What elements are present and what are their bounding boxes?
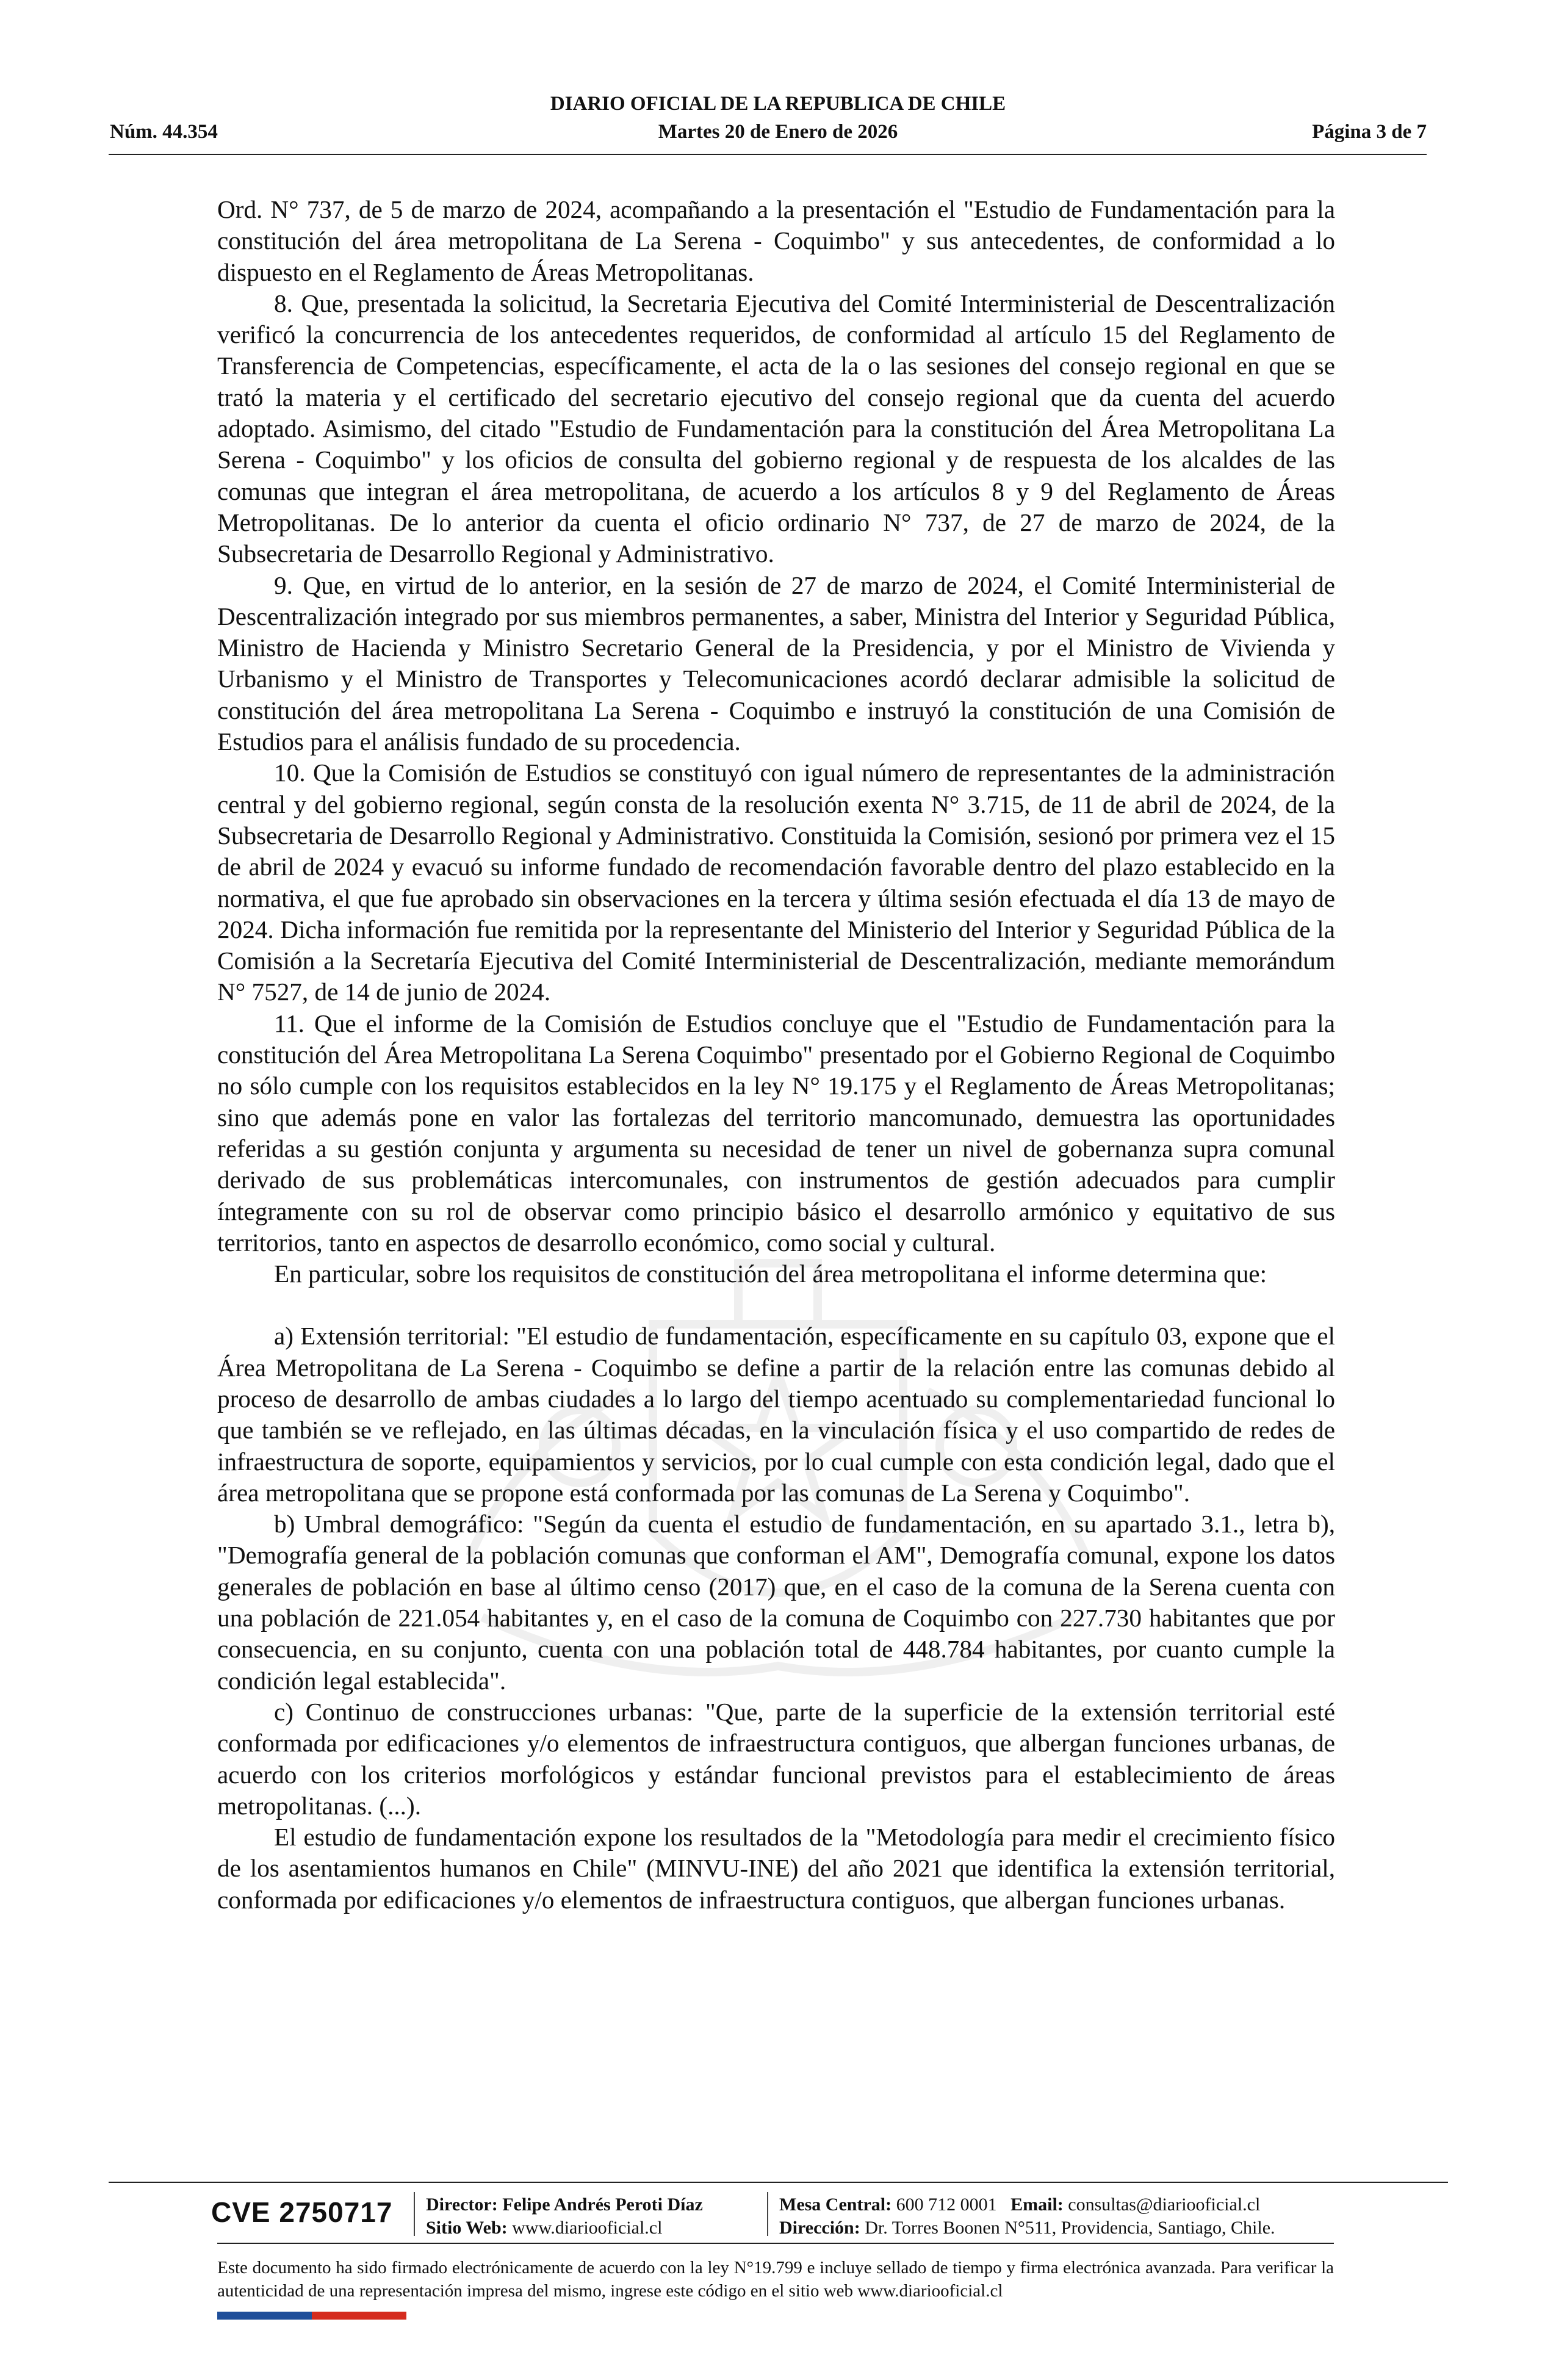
flag-color-bar (217, 2312, 406, 2320)
director-label: Director: (426, 2194, 498, 2215)
website-label: Sitio Web: (426, 2218, 508, 2238)
issue-number: Núm. 44.354 (110, 121, 218, 143)
paragraph-b-umbral-demografico: b) Umbral demográfico: "Según da cuenta el estudio de fundamentación, en su apartado 3.1., letra b), "Demografía general de la población comunas que conforman el AM", Demografía comunal, expone los datos generales de población en base al último censo (2017) que, en el caso de la comuna de la Serena cuenta con una población de 221.054 habitantes y, en el caso de la comuna de Coquimbo con 227.730 habitantes que por consecuencia, en su conjunto, cuenta con una población total de 448.784 habitantes, por cuanto cumple la condición legal establecida". (217, 1510, 1335, 1695)
page-indicator: Página 3 de 7 (1312, 121, 1427, 143)
footer-divider-2 (217, 2243, 1334, 2244)
newspaper-title: DIARIO OFICIAL DE LA REPUBLICA DE CHILE (550, 93, 1006, 115)
paragraph-a-extension-territorial: a) Extensión territorial: "El estudio de fundamentación, específicamente en su capítulo 03, expone que el Área Metropolitana de La Serena - Coquimbo se define a partir de la relación entre las comunas debido al proceso de desarrollo de ambas ciudades a lo largo del tiempo acentuado su complementariedad funcional lo que también se ve reflejado, en las últimas décadas, en la vinculación física y el uso compartido de redes de infraestructura de soporte, equipamientos y servicios, por lo cual cumple con esta condición legal, dado que el área metropolitana que se propone está conformada por las comunas de La Serena y Coquimbo". (217, 1322, 1335, 1507)
paragraph-8: 8. Que, presentada la solicitud, la Secretaria Ejecutiva del Comité Interministerial de Descentralización verificó la concurrencia de los antecedentes requeridos, de conformidad al artículo 15 del Reglamento de Transferencia de Competencias, específicamente, el acta de la o las sesiones del consejo regional en que se trató la materia y el certificado del secretario ejecutivo del consejo regional que da cuenta del acuerdo adoptado. Asimismo, del citado "Estudio de Fundamentación para la constitución del Área Metropolitana La Serena - Coquimbo" y los oficios de consulta del gobierno regional y de respuesta de los alcaldes de las comunas que integran el área metropolitana, de acuerdo a los artículos 8 y 9 del Reglamento de Áreas Metropolitanas. De lo anterior da cuenta el oficio ordinario N° 737, de 27 de marzo de 2024, de la Subsecretaria de Desarrollo Regional y Administrativo. (217, 289, 1335, 568)
paragraph-c-continuo-construcciones: c) Continuo de construcciones urbanas: "Que, parte de la superficie de la extensión territorial esté conformada por edificaciones y/o elementos de infraestructura contiguos, que albergan funciones urbanas, de acuerdo con los criterios morfológicos y estándar funcional previstos para el establecimiento de áreas metropolitanas. (...). (217, 1697, 1335, 1820)
cve-code: CVE 2750717 (211, 2196, 393, 2228)
paragraph-10: 10. Que la Comisión de Estudios se constituyó con igual número de representantes de la administración central y del gobierno regional, según consta de la resolución exenta N° 3.715, de 11 de abril de 2024, de la Subsecretaria de Desarrollo Regional y Administrativo. Constituida la Comisión, sesionó por primera vez el 15 de abril de 2024 y evacuó su informe fundado de recomendación favorable dentro del plazo establecido en la normativa, el que fue aprobado sin observaciones en la tercera y última sesión efectuada el día 13 de mayo de 2024. Dicha información fue remitida por la representante del Ministerio del Interior y Seguridad Pública de la Comisión a la Secretaría Ejecutiva del Comité Interministerial de Descentralización, mediante memorándum N° 7527, de 14 de junio de 2024. (217, 759, 1335, 1006)
footer-director-block (426, 2193, 703, 2240)
signature-notice: Este documento ha sido firmado electrónicamente de acuerdo con la ley N°19.799 e incluye sellado de tiempo y firma electrónica avanzada. Para verificar la autenticidad de una representación impresa del mismo, ingrese este código en el sitio web www.diariooficial.cl (217, 2258, 1334, 2301)
website-link[interactable]: www.diariooficial.cl (512, 2218, 663, 2238)
address-label: Dirección: (779, 2218, 860, 2238)
footer-divider (109, 2182, 1448, 2183)
email-link[interactable]: consultas@diariooficial.cl (1068, 2194, 1261, 2215)
footer-separator (767, 2192, 768, 2236)
flag-bar-blue (217, 2312, 312, 2320)
footer-contact-block (779, 2193, 1275, 2240)
email-label: Email: (1010, 2194, 1064, 2215)
blank-line (217, 1289, 1335, 1321)
phone-label: Mesa Central: (779, 2194, 892, 2215)
paragraph-metodologia: El estudio de fundamentación expone los resultados de la "Metodología para medir el crecimiento físico de los asentamientos humanos en Chile" (MINVU-INE) del año 2021 que identifica la extensión territorial, conformada por edificaciones y/o elementos de infraestructura contiguos, que albergan funciones urbanas. (217, 1823, 1335, 1914)
paragraph-9: 9. Que, en virtud de lo anterior, en la sesión de 27 de marzo de 2024, el Comité Interministerial de Descentralización integrado por sus miembros permanentes, a saber, Ministra del Interior y Seguridad Pública, Ministro de Hacienda y Ministro Secretario General de la Presidencia, y por el Ministro de Vivienda y Urbanismo y el Ministro de Transportes y Telecomunicaciones acordó declarar admisible la solicitud de constitución del área metropolitana La Serena - Coquimbo e instruyó la constitución de una Comisión de Estudios para el análisis fundado de su procedencia. (217, 571, 1335, 756)
paragraph-11: 11. Que el informe de la Comisión de Estudios concluye que el "Estudio de Fundamentación para la constitución del Área Metropolitana La Serena Coquimbo" presentado por el Gobierno Regional de Coquimbo no sólo cumple con los requisitos establecidos en la ley N° 19.175 y el Reglamento de Áreas Metropolitanas; sino que además pone en valor las fortalezas del territorio mancomunado, demuestra las oportunidades referidas a su gestión conjunta y argumenta su necesidad de tener un nivel de gobernanza supra comunal derivado de sus problemáticas intercomunales, con instrumentos de gestión adecuados para cumplir íntegramente con su rol de observar como principio básico el desarrollo armónico y equitativo de sus territorios, tanto en aspectos de desarrollo económico, como social y cultural. (217, 1009, 1335, 1257)
issue-date: Martes 20 de Enero de 2026 (658, 121, 898, 143)
document-body (217, 194, 1335, 1916)
header-divider (109, 154, 1427, 155)
paragraph-ord-continuation: Ord. N° 737, de 5 de marzo de 2024, acompañando a la presentación el "Estudio de Fundamentación para la constitución del área metropolitana de La Serena - Coquimbo" y sus antecedentes, de conformidad a lo dispuesto en el Reglamento de Áreas Metropolitanas. (217, 195, 1335, 286)
director-name: Felipe Andrés Peroti Díaz (502, 2194, 703, 2215)
address-value: Dr. Torres Boonen N°511, Providencia, Santiago, Chile. (865, 2218, 1275, 2238)
footer-separator (414, 2192, 415, 2236)
paragraph-en-particular: En particular, sobre los requisitos de constitución del área metropolitana el informe determina que: (274, 1260, 1267, 1288)
flag-bar-red (312, 2312, 406, 2320)
phone-value: 600 712 0001 (896, 2194, 997, 2215)
